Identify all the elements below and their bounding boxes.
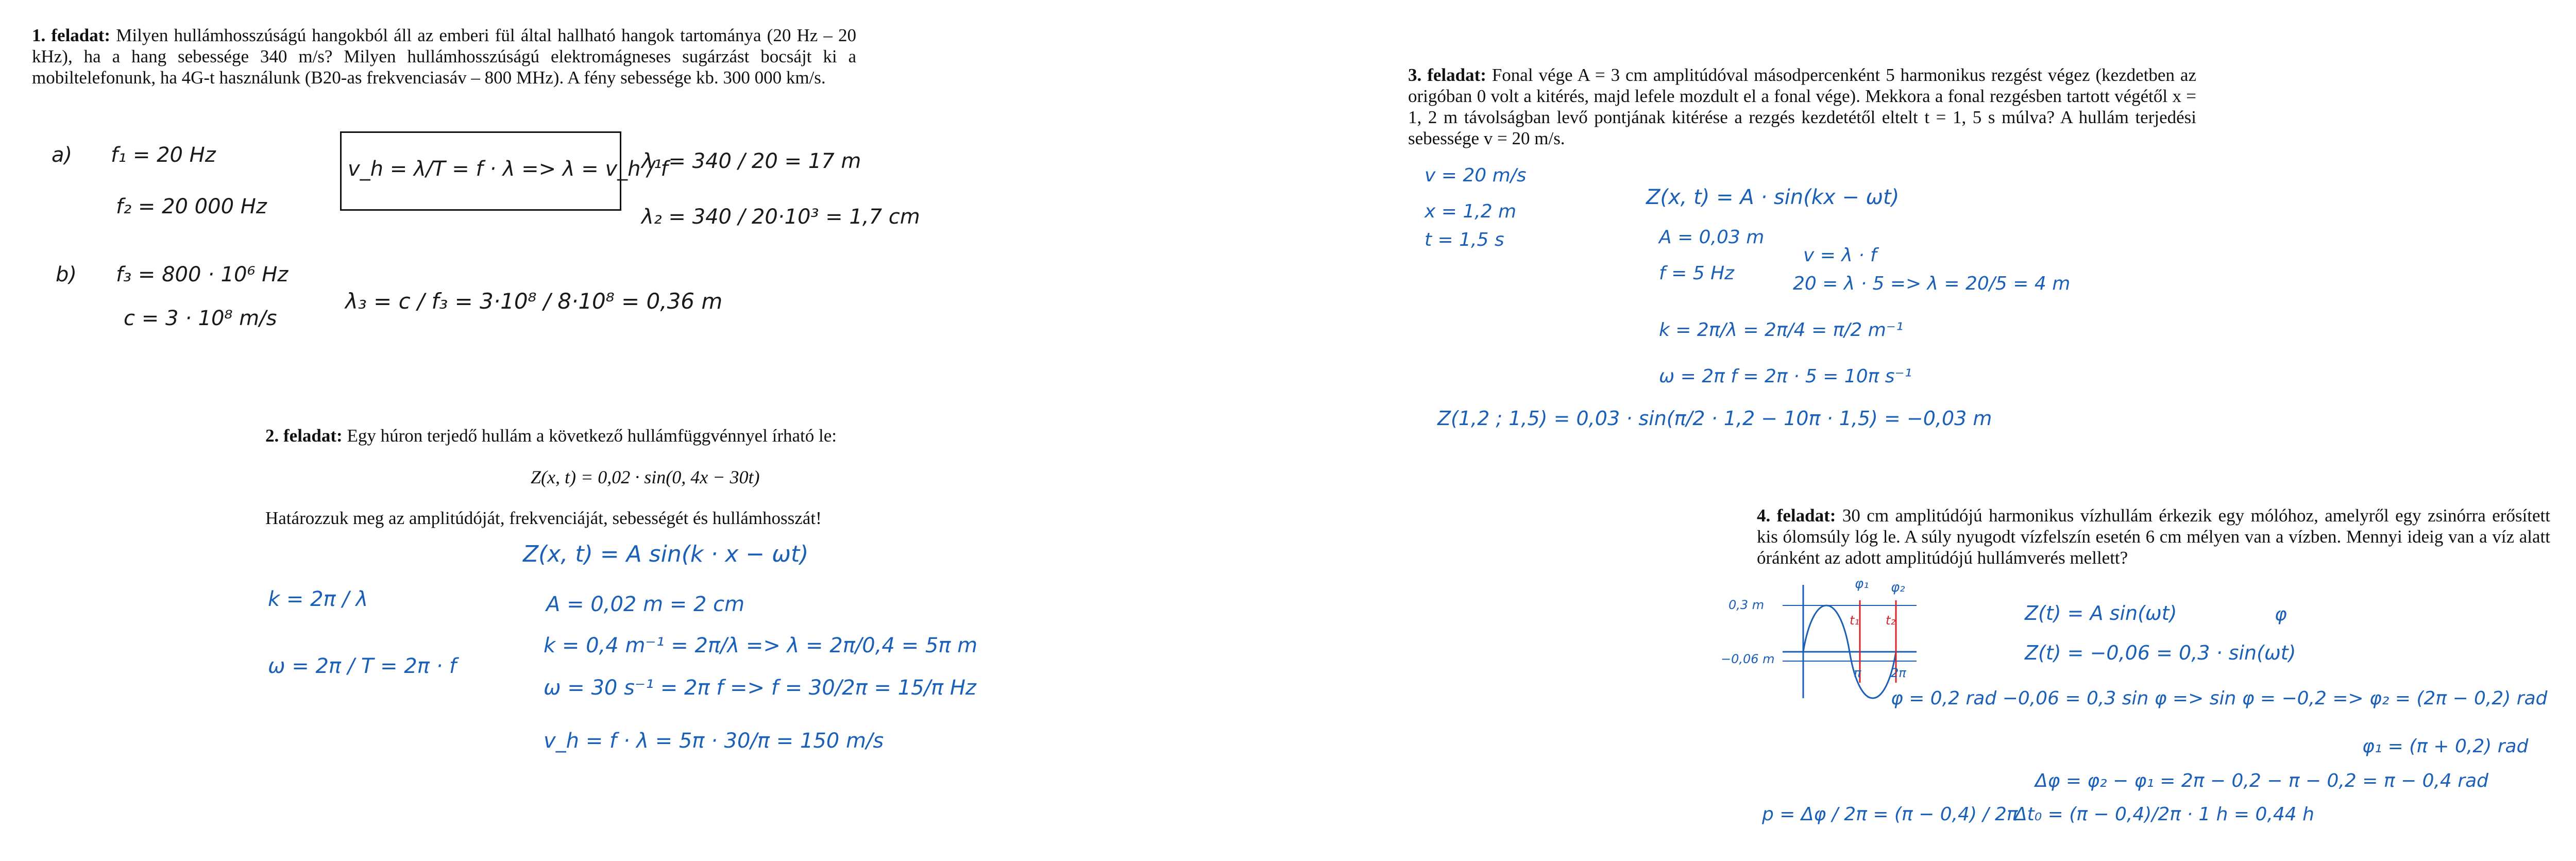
task4-probability: p = Δφ / 2π = (π − 0,4) / 2π (1762, 804, 2018, 825)
task1-part-a: a) (52, 143, 73, 167)
task1-lambda3: λ₃ = c / f₃ = 3·10⁸ / 8·10⁸ = 0,36 m (345, 289, 723, 314)
task3-result: Z(1,2 ; 1,5) = 0,03 · sin(π/2 · 1,2 − 10π · 1,5) = −0,03 m (1437, 407, 1992, 430)
task3-amplitude: A = 0,03 m (1659, 227, 1765, 248)
task4-line-3: Δφ = φ₂ − φ₁ = 2π − 0,2 − π − 0,2 = π − 0,4 rad (2035, 770, 2488, 791)
task3-frequency: f = 5 Hz (1659, 263, 1735, 284)
task2-omega-def: ω = 2π / T = 2π · f (268, 654, 457, 678)
task4-time-result: Δt₀ = (π − 0,4)/2π · 1 h = 0,44 h (2014, 804, 2314, 825)
task2-k-def: k = 2π / λ (268, 587, 368, 611)
task2-amplitude: A = 0,02 m = 2 cm (546, 593, 745, 616)
task4-line-2: φ₁ = (π + 0,2) rad (2362, 736, 2529, 757)
task4-sine-sketch (1762, 580, 1917, 698)
task2-velocity-line: v_h = f · λ = 5π · 30/π = 150 m/s (544, 729, 884, 753)
task1-lambda1: λ₁ = 340 / 20 = 17 m (641, 149, 861, 173)
task3-v-lambda: v = λ · f (1803, 245, 1877, 266)
task1-lambda2: λ₂ = 340 / 20·10³ = 1,7 cm (641, 205, 920, 229)
task2-omega-line: ω = 30 s⁻¹ = 2π f => f = 30/2π = 15/π Hz (544, 676, 976, 700)
task3-wave-eq: Z(x, t) = A · sin(kx − ωt) (1646, 185, 1900, 209)
task1-f3: f₃ = 800 · 10⁶ Hz (116, 263, 289, 286)
task-1-text: Milyen hullámhosszúságú hangokból áll az emberi fül által hallható hangok tartománya (20 Hz – 20 kHz), ha a hang sebessége 340 m/s? Milyen hullámhosszúságú elektromágneses sugárzást bocsájt ki a mobiltelefonunk, ha 4G-t használunk (B20-as frekvenciasáv – 800 MHz). A fény sebessége kb. 300 000 km/s. (32, 25, 857, 88)
task-3-label: 3. feladat: (1408, 65, 1486, 85)
task2-wave-eq: Z(x, t) = A sin(k · x − ωt) (523, 541, 809, 567)
task-2-question: Határozzuk meg az amplitúdóját, frekvenciáját, sebességét és hullámhosszát! (265, 508, 822, 528)
task2-k-line: k = 0,4 m⁻¹ = 2π/λ => λ = 2π/0,4 = 5π m (544, 634, 978, 657)
task-2-equation: Z(x, t) = 0,02 · sin(0, 4x − 30t) (531, 467, 760, 487)
task4-pi-label: π (1854, 666, 1861, 680)
task3-lambda: 20 = λ · 5 => λ = 20/5 = 4 m (1793, 273, 2071, 294)
task4-y-label-2: −0,06 m (1721, 652, 1775, 666)
task1-part-b: b) (56, 263, 77, 286)
task-4-statement (1757, 505, 2550, 568)
task-1-statement (32, 25, 856, 88)
task4-z-eq: Z(t) = A sin(ωt) (2025, 602, 2177, 624)
task3-k: k = 2π/λ = 2π/4 = π/2 m⁻¹ (1659, 319, 1904, 341)
task3-given-t: t = 1,5 s (1425, 229, 1504, 250)
task-4-label: 4. feladat: (1757, 505, 1836, 526)
task-2-statement (265, 425, 987, 446)
task4-line-1: φ = 0,2 rad −0,06 = 0,3 sin φ => sin φ = −0,2 => φ₂ = (2π − 0,2) rad (1891, 688, 2548, 709)
task-3-statement (1408, 64, 2196, 149)
task-1-label: 1. feladat: (32, 25, 111, 45)
task4-phi-note: φ (2275, 604, 2287, 625)
task4-2pi-label: 2π (1891, 666, 1906, 680)
task1-c: c = 3 · 10⁸ m/s (124, 307, 277, 330)
task-3-text: Fonal vége A = 3 cm amplitúdóval másodpercenként 5 harmonikus rezgést végez (kezdetben az origóban 0 volt a kitérés, majd lefele mozdult el a fonal vége). Mekkora a fonal rezgésben tartott végétől x = 1, 2 m távolságban levő pontjának kitérése a rezgés kezdetétől eltelt t = 1, 5 s múlva? A hullám terjedési sebessége v = 20 m/s. (1408, 65, 2196, 148)
task1-f2: f₂ = 20 000 Hz (116, 195, 267, 218)
task4-y-label-1: 0,3 m (1728, 598, 1765, 612)
task-2-label: 2. feladat: (265, 426, 343, 446)
task4-z2-eq: Z(t) = −0,06 = 0,3 · sin(ωt) (2025, 641, 2296, 664)
task3-given-x: x = 1,2 m (1425, 201, 1517, 222)
task-4-text: 30 cm amplitúdójú harmonikus vízhullám érkezik egy mólóhoz, amelyről egy zsinórra erősített kis ólomsúly lóg le. A súly nyugodt vízfelszín esetén 6 cm mélyen van a vízben. Mennyi ideig van a víz alatt óránként az adott amplitúdójú hullámverés mellett? (1757, 505, 2550, 568)
task4-t1-label: t₁ (1850, 613, 1860, 628)
task3-omega: ω = 2π f = 2π · 5 = 10π s⁻¹ (1659, 366, 1912, 387)
task1-formula: v_h = λ/T = f · λ => λ = v_h / f (348, 157, 668, 181)
task4-t2-label: t₂ (1886, 613, 1896, 628)
task4-phi2-label: φ₂ (1891, 580, 1905, 595)
task3-given-v: v = 20 m/s (1425, 165, 1527, 186)
task-2-text: Egy húron terjedő hullám a következő hullámfüggvénnyel írható le: (347, 426, 837, 446)
task1-f1: f₁ = 20 Hz (111, 143, 216, 167)
task4-phi1-label: φ₁ (1855, 576, 1869, 592)
